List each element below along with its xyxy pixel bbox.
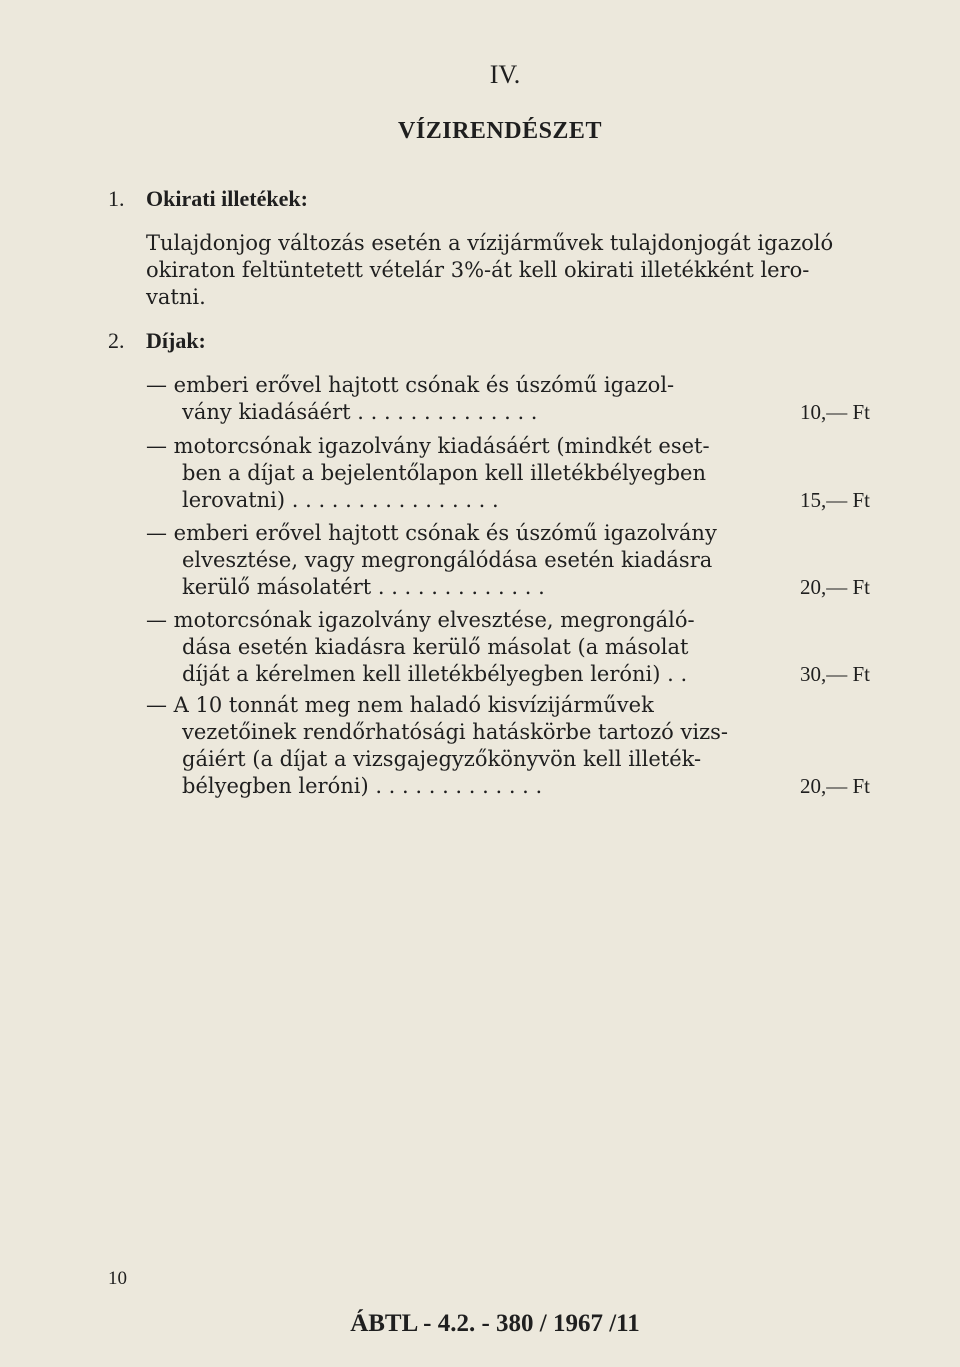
page-number: 10 [108,1268,127,1289]
section-1-label: Okirati illetékek: [146,186,308,211]
archive-reference: ÁBTL - 4.2. - 380 / 1967 /11 [350,1310,640,1337]
chapter-number: IV. [489,60,521,89]
fee-item-line: elvesztése, vagy megrongálódása esetén kiadásra [182,548,713,572]
fee-item-line: — emberi erővel hajtott csónak és úszómű igazolvány [146,521,717,545]
fee-item-line: bélyegben leróni) . . . . . . . . . . . . . [182,774,543,798]
fee-item-line: kerülő másolatért . . . . . . . . . . . . . [182,575,545,599]
fee-item-line: — emberi erővel hajtott csónak és úszómű igazol- [146,373,675,397]
section-2-label: Díjak: [146,328,206,353]
section-2-number: 2. [108,328,125,353]
fee-item-line: dása esetén kiadásra kerülő másolat (a másolat [182,635,689,659]
fee-item-line: díját a kérelmen kell illetékbélyegben leróni) . . [182,662,688,686]
section-2-heading [108,328,206,354]
fee-amount: 20,— Ft [800,575,871,599]
section-1-heading [108,186,308,212]
section-1-line: Tulajdonjog változás esetén a vízijárművek tulajdonjogát igazoló [146,231,834,255]
fee-amount: 15,— Ft [800,488,871,512]
fee-item-line: ben a díjat a bejelentőlapon kell illetékbélyegben [182,461,706,485]
fee-amount: 20,— Ft [800,774,871,798]
section-1-line: okiraton feltüntetett vételár 3%-át kell okirati illetékként lero- [146,258,810,282]
fee-item-line: — A 10 tonnát meg nem haladó kisvízijárművek [146,693,654,717]
fee-item-line: gáiért (a díjat a vizsgajegyzőkönyvön kell illeték- [182,747,702,771]
fee-amount: 10,— Ft [800,400,871,424]
fee-item-line: — motorcsónak igazolvány elvesztése, megrongáló- [146,608,695,632]
section-title: VÍZIRENDÉSZET [398,118,602,144]
fee-item-line: vány kiadásáért . . . . . . . . . . . . . . [182,400,538,424]
section-1-number: 1. [108,186,125,211]
fee-item-line: — motorcsónak igazolvány kiadásáért (mindkét eset- [146,434,710,458]
section-1-line: vatni. [146,285,206,309]
fee-amount: 30,— Ft [800,662,871,686]
fee-item-line: vezetőinek rendőrhatósági hatáskörbe tartozó vizs- [182,720,729,744]
fee-item-line: lerovatni) . . . . . . . . . . . . . . . . [182,488,499,512]
